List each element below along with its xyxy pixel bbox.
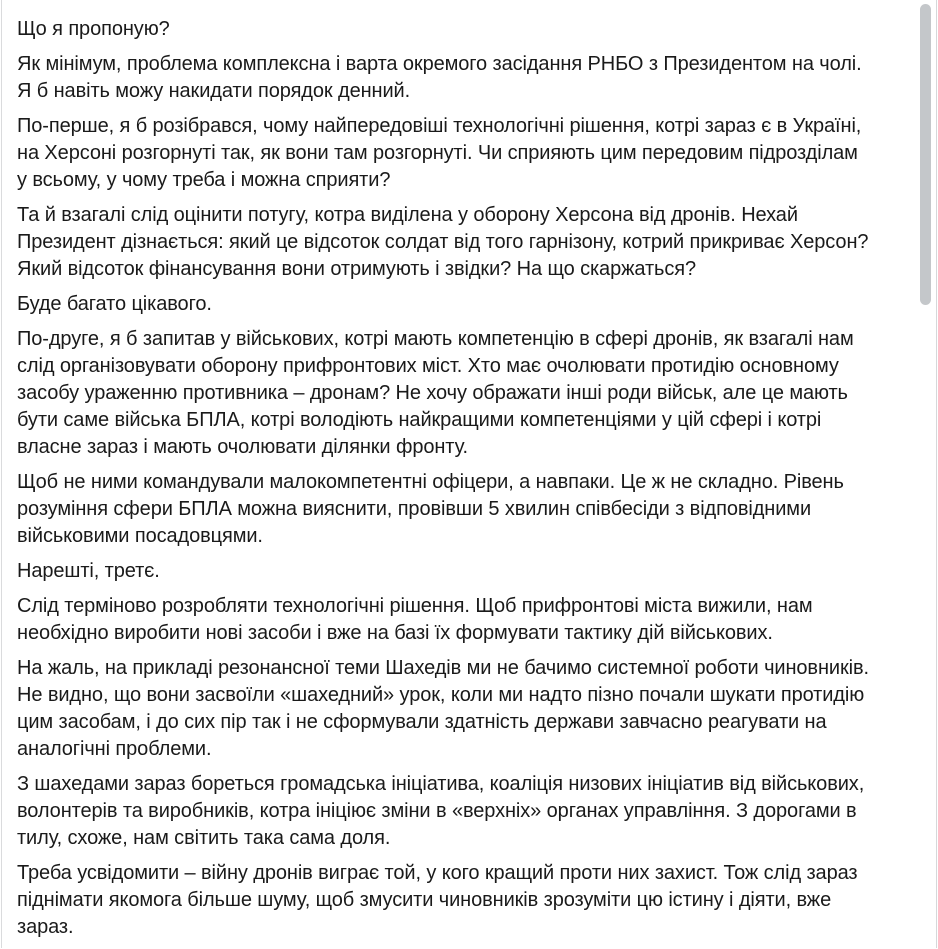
text-line: піднімати якомога більше шуму, щоб змусити чиновників зрозуміти цю істину і діяти, вже [17, 889, 832, 911]
paragraph [17, 771, 922, 852]
panel-border-right [936, 0, 937, 948]
text-line: розуміння сфери БПЛА можна вияснити, провівши 5 хвилин співбесіди з відповідними [17, 498, 812, 520]
text-line: По-друге, я б запитав у військових, котрі мають компетенцію в сфері дронів, як взагалі нам [17, 328, 854, 350]
paragraph [17, 113, 922, 194]
paragraph [17, 291, 922, 318]
text-line: волонтерів та виробників, котра ініціює зміни в «верхніх» органах управління. З дорогами в [17, 800, 857, 822]
paragraph [17, 202, 922, 283]
text-line: З шахедами зараз бореться громадська ініціатива, коаліція низових ініціатив від військових, [17, 773, 865, 795]
text-line: Що я пропоную? [17, 18, 170, 40]
scrollbar-thumb[interactable] [920, 4, 931, 305]
text-line: Щоб не ними командували малокомпетентні офіцери, а навпаки. Це ж не складно. Рівень [17, 471, 844, 493]
text-line: Як мінімум, проблема комплексна і варта окремого засідання РНБО з Президентом на чолі. [17, 53, 862, 75]
text-line: засобу ураженню противника – дронам? Не хочу ображати інші роди військ, але це мають [17, 382, 848, 404]
text-line: тилу, схоже, нам світить така сама доля. [17, 827, 391, 849]
text-line: Треба усвідомити – війну дронів виграє той, у кого кращий проти них захист. Тож слід зараз [17, 862, 858, 884]
text-line: На жаль, на прикладі резонансної теми Шахедів ми не бачимо системної роботи чиновників. [17, 657, 869, 679]
text-line: бути саме війська БПЛА, котрі володіють найкращими компетенціями у цій сфері і котрі [17, 409, 822, 431]
paragraph [17, 593, 922, 647]
text-line: Та й взагалі слід оцінити потугу, котра виділена у оборону Херсона від дронів. Нехай [17, 204, 798, 226]
text-line: необхідно виробити нові засоби і вже на базі їх формувати тактику дій військових. [17, 622, 773, 644]
text-line: власне зараз і мають очолювати ділянки фронту. [17, 436, 468, 458]
text-line: на Херсоні розгорнуті так, як вони там розгорнуті. Чи сприяють цим передовим підрозділам [17, 142, 858, 164]
text-line: слід організовувати оборону прифронтових міст. Хто має очолювати протидію основному [17, 355, 839, 377]
paragraph [17, 860, 922, 941]
paragraph [17, 51, 922, 105]
paragraph [17, 16, 922, 43]
text-line: По-перше, я б розібрався, чому найпередовіші технологічні рішення, котрі зараз є в Україні, [17, 115, 862, 137]
text-line: Президент дізнається: який це відсоток солдат від того гарнізону, котрий прикриває Херсон? [17, 231, 869, 253]
paragraph [17, 326, 922, 461]
text-line: у всьому, у чому треба і можна сприяти? [17, 169, 391, 191]
text-line: Я б навіть можу накидати порядок денний. [17, 80, 411, 102]
text-line: військовими посадовцями. [17, 525, 263, 547]
text-line: зараз. [17, 916, 74, 938]
text-line: Слід терміново розробляти технологічні рішення. Щоб прифронтові міста вижили, нам [17, 595, 813, 617]
text-line: Не видно, що вони засвоїли «шахедний» урок, коли ми надто пізно почали шукати протидію [17, 684, 865, 706]
text-line: Буде багато цікавого. [17, 293, 212, 315]
paragraph [17, 469, 922, 550]
text-line: цим засобам, і до сих пір так і не сформували здатність держави завчасно реагувати на [17, 711, 827, 733]
text-line: Який відсоток фінансування вони отримують і звідки? На що скаржаться? [17, 258, 696, 280]
paragraph [17, 558, 922, 585]
paragraph [17, 655, 922, 763]
text-line: аналогічні проблеми. [17, 738, 212, 760]
text-line: Нарешті, третє. [17, 560, 160, 582]
